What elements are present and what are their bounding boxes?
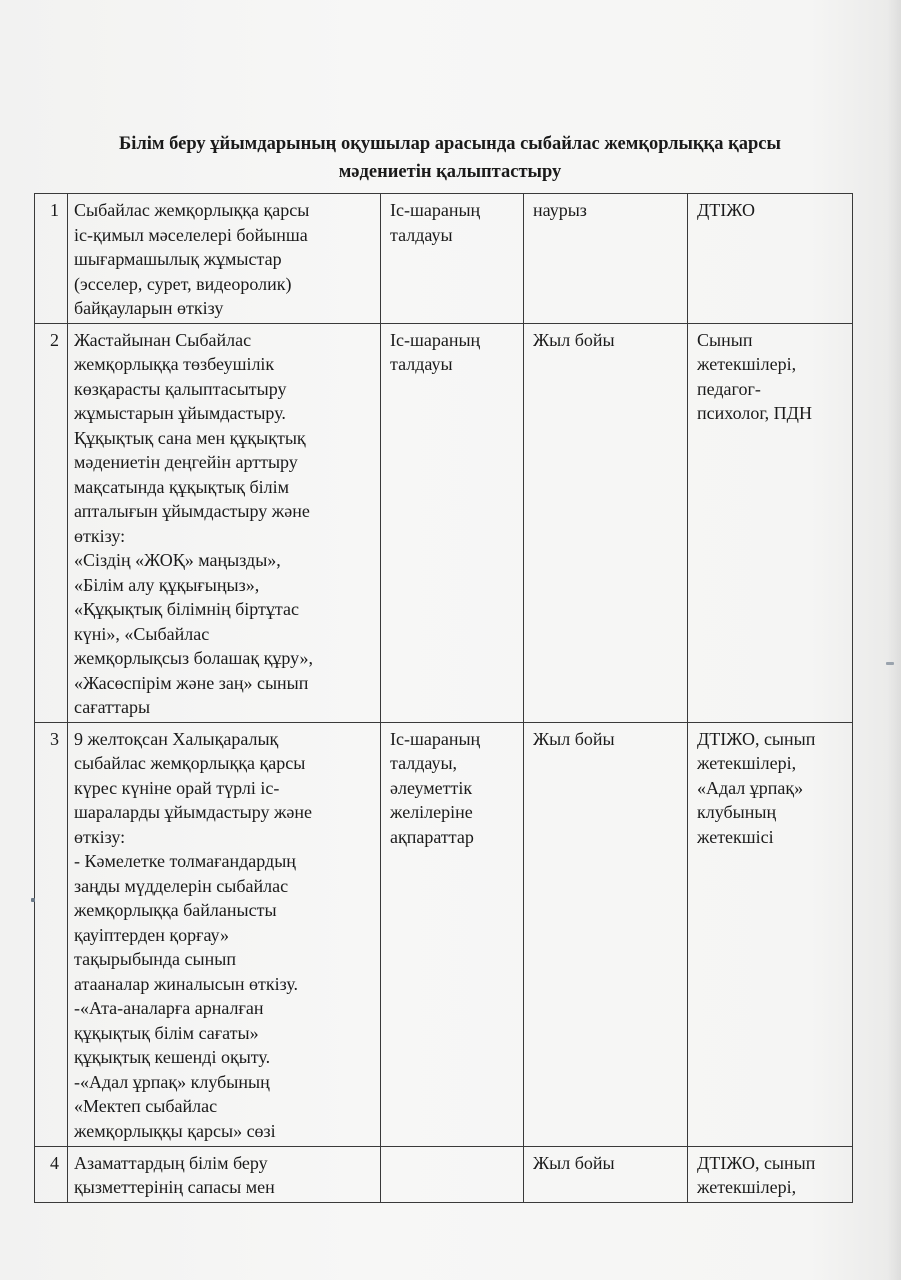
- responsible-cell: [688, 194, 853, 324]
- form-cell: [381, 722, 524, 1146]
- scan-speck: [886, 662, 894, 665]
- cell-line: жемқорлықсыз болашақ құру»,: [74, 648, 314, 668]
- cell-line: тақырыбында сынып: [74, 949, 236, 969]
- cell-line: өткізу:: [74, 826, 126, 847]
- row-number: 1: [35, 194, 68, 324]
- cell-line: сағаттары: [74, 697, 151, 717]
- cell-line: жетекшісі: [697, 826, 774, 847]
- document-title: [40, 130, 860, 186]
- cell-line: жемқорлыққы қарсы» сөзі: [74, 1120, 276, 1141]
- cell-line: Жыл бойы: [533, 329, 615, 350]
- cell-line: ақпараттар: [390, 826, 474, 847]
- term-cell: [524, 194, 688, 324]
- page-edge-shadow: [887, 0, 901, 1280]
- cell-line: мәдениетін деңгейін арттыру: [74, 452, 298, 472]
- cell-line: Азаматтардың білім беру: [74, 1152, 268, 1173]
- task-cell: [68, 194, 381, 324]
- cell-line: байқауларын өткізу: [74, 298, 224, 318]
- cell-line: көзқарасты қалыптасытыру: [74, 378, 287, 399]
- cell-line: өткізу:: [74, 525, 126, 546]
- cell-line: -«Ата-аналарға арналған: [74, 998, 264, 1018]
- cell-line: жемқорлыққа төзбеушілік: [74, 354, 275, 374]
- cell-line: «Сіздің «ЖОҚ» маңызды»,: [74, 550, 281, 570]
- task-cell: [68, 1146, 381, 1202]
- term-cell: [524, 1146, 688, 1202]
- cell-line: күні», «Сыбайлас: [74, 623, 210, 644]
- row-number: 3: [35, 722, 68, 1146]
- cell-line: Іс-шараның: [390, 200, 481, 220]
- cell-line: талдауы: [390, 354, 453, 374]
- cell-line: апталығын ұйымдастыру және: [74, 501, 310, 521]
- cell-line: құқықтық кешенді оқыту.: [74, 1047, 271, 1067]
- cell-line: жетекшілері,: [697, 1177, 797, 1197]
- cell-line: «Мектеп сыбайлас: [74, 1096, 218, 1116]
- responsible-cell: [688, 323, 853, 722]
- cell-line: жетекшілері,: [697, 753, 797, 773]
- cell-line: іс-қимыл мәселелері бойынша: [74, 224, 308, 245]
- responsible-cell: [688, 722, 853, 1146]
- term-cell: [524, 722, 688, 1146]
- cell-line: психолог, ПДН: [697, 403, 812, 423]
- plan-table-body: [35, 194, 853, 1203]
- responsible-cell: [688, 1146, 853, 1202]
- cell-line: жұмыстарын ұйымдастыру.: [74, 403, 286, 423]
- cell-line: Сыбайлас жемқорлыққа қарсы: [74, 200, 310, 220]
- title-line: мәдениетін қалыптастыру: [338, 162, 562, 182]
- cell-line: құқықтық білім сағаты»: [74, 1022, 259, 1043]
- cell-line: - Кәмелетке толмағандардың: [74, 851, 296, 871]
- term-cell: [524, 323, 688, 722]
- cell-line: -«Адал ұрпақ» клубының: [74, 1071, 270, 1092]
- cell-line: желілеріне: [390, 802, 473, 822]
- cell-line: заңды мүдделерін сыбайлас: [74, 875, 289, 896]
- cell-line: педагог-: [697, 378, 761, 399]
- cell-line: «Жасөспірім және заң» сынып: [74, 672, 309, 693]
- cell-line: қауіптерден қорғау»: [74, 924, 230, 945]
- cell-line: «Адал ұрпақ»: [697, 777, 804, 798]
- cell-line: Іс-шараның: [390, 728, 481, 749]
- cell-line: Жыл бойы: [533, 1152, 615, 1173]
- cell-line: қызметтерінің сапасы мен: [74, 1177, 275, 1197]
- cell-line: (эсселер, сурет, видеоролик): [74, 273, 292, 294]
- cell-line: жетекшілері,: [697, 354, 797, 374]
- cell-line: шығармашылық жұмыстар: [74, 249, 282, 269]
- cell-line: Сынып: [697, 329, 753, 350]
- task-cell: [68, 722, 381, 1146]
- title-line: Білім беру ұйымдарының оқушылар арасында сыбайлас жемқорлыққа қарсы: [119, 134, 781, 154]
- form-cell: [381, 194, 524, 324]
- cell-line: ДТІЖО, сынып: [697, 1152, 816, 1173]
- cell-line: «Құқықтық білімнің біртұтас: [74, 599, 299, 619]
- cell-line: наурыз: [533, 200, 587, 220]
- cell-line: Жастайынан Сыбайлас: [74, 329, 252, 350]
- table-row: [35, 194, 853, 324]
- cell-line: әлеуметтік: [390, 777, 473, 798]
- cell-line: жемқорлыққа байланысты: [74, 900, 277, 920]
- task-cell: [68, 323, 381, 722]
- cell-line: талдауы,: [390, 753, 458, 773]
- form-cell: [381, 323, 524, 722]
- table-row: [35, 1146, 853, 1202]
- cell-line: атааналар жиналысын өткізу.: [74, 973, 299, 994]
- scan-speck: [31, 898, 35, 902]
- cell-line: мақсатында құқықтық білім: [74, 476, 290, 497]
- cell-line: Іс-шараның: [390, 329, 481, 350]
- cell-line: «Білім алу құқығыңыз»,: [74, 574, 260, 595]
- cell-line: 9 желтоқсан Халықаралық: [74, 728, 279, 749]
- table-row: [35, 722, 853, 1146]
- row-number: 2: [35, 323, 68, 722]
- cell-line: шараларды ұйымдастыру және: [74, 802, 313, 822]
- row-number: 4: [35, 1146, 68, 1202]
- cell-line: сыбайлас жемқорлыққа қарсы: [74, 753, 306, 773]
- cell-line: ДТІЖО, сынып: [697, 728, 816, 749]
- cell-line: талдауы: [390, 224, 453, 245]
- cell-line: клубының: [697, 802, 777, 822]
- form-cell: [381, 1146, 524, 1202]
- plan-table: [34, 193, 853, 1203]
- cell-line: Жыл бойы: [533, 728, 615, 749]
- cell-line: күрес күніне орай түрлі іс-: [74, 777, 280, 798]
- cell-line: ДТІЖО: [697, 200, 755, 220]
- cell-line: Құқықтық сана мен құқықтық: [74, 427, 306, 448]
- table-row: [35, 323, 853, 722]
